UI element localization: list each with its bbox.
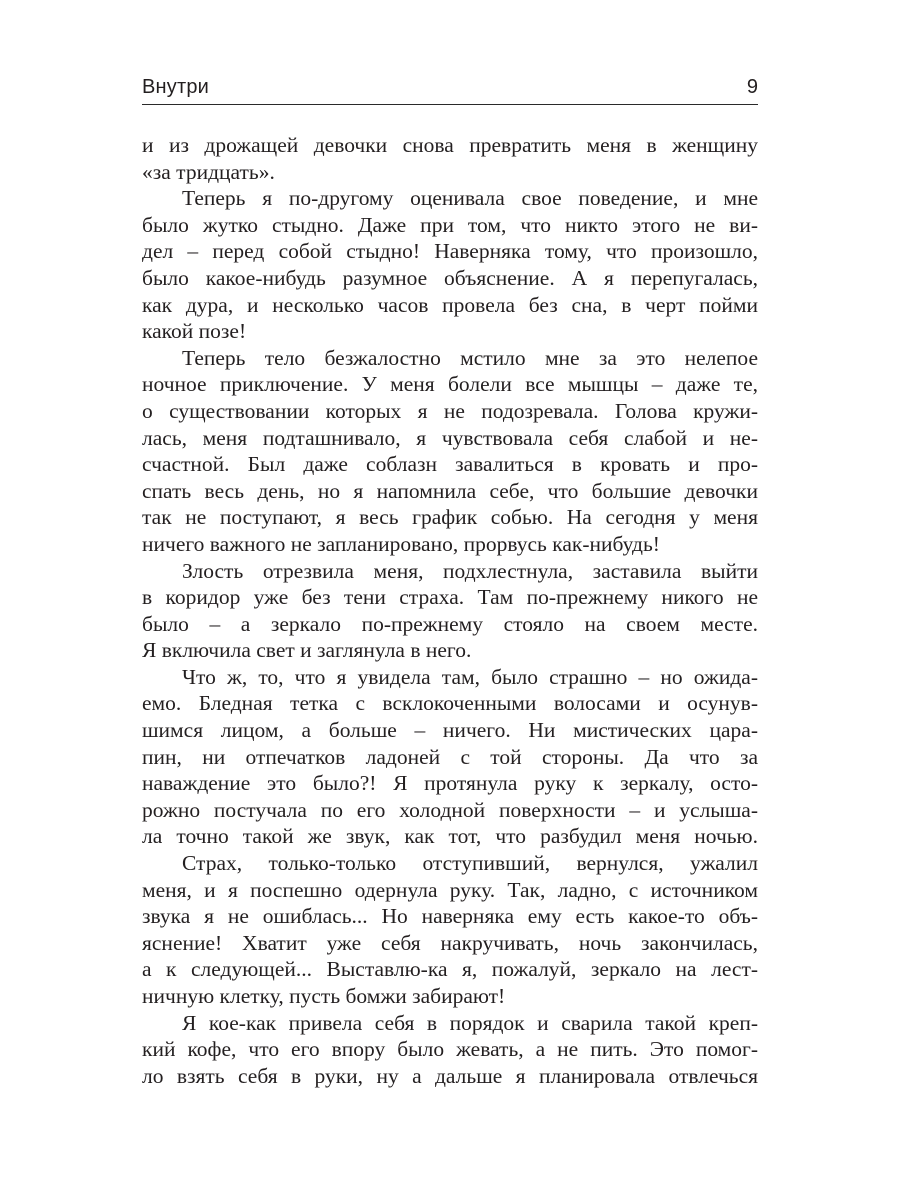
text-line: шимся лицом, а больше – ничего. Ни мистических цара- [142,718,758,743]
text-line: счастной. Был даже соблазн завалиться в кровать и про- [142,452,758,477]
text-line: ничную клетку, пусть бомжи забирают! [142,984,506,1008]
text-line: было жутко стыдно. Даже при том, что никто этого не ви- [142,212,758,237]
text-line: ло взять себя в руки, ну а дальше я планировала отвлечься [142,1063,758,1088]
paragraph-first-line: Я кое-как привела себя в порядок и сварила такой креп- [182,1010,758,1035]
text-line: и из дрожащей девочки снова превратить меня в женщину [142,133,758,157]
running-header [142,74,758,105]
paragraph-first-line: Теперь я по-другому оценивала свое поведение, и мне [182,186,758,211]
text-line: спать весь день, но я напомнила себе, что большие девочки [142,478,758,503]
text-line: Я включила свет и заглянула в него. [142,638,472,663]
paragraph-first-line: Что ж, то, что я увидела там, было страшно – но ожида- [182,664,758,689]
text-line: ничего важного не запланировано, прорвусь как-нибудь! [142,531,660,556]
text-line: так не поступают, я весь график собью. На сегодня у меня [142,505,758,530]
text-line: было какое-нибудь разумное объяснение. А я перепугалась, [142,265,758,290]
paragraph-first-line: Злость отрезвила меня, подхлестнула, заставила выйти [182,558,758,583]
text-line: а к следующей... Выставлю-ка я, пожалуй, зеркало на лест- [142,957,758,982]
body-text [142,132,758,1089]
text-line: как дура, и несколько часов провела без сна, в черт пойми [142,292,758,317]
text-line: емо. Бледная тетка с всклокоченными волосами и осунув- [142,691,758,716]
text-line: рожно постучала по его холодной поверхности – и услыша- [142,797,758,822]
text-line: яснение! Хватит уже себя накручивать, ночь закончилась, [142,930,758,955]
text-line: пин, ни отпечатков ладоней с той стороны. Да что за [142,744,758,769]
text-line: звука я не ошиблась... Но наверняка ему есть какое-то объ- [142,904,758,929]
page-number: 9 [746,76,758,98]
text-line: о существовании которых я не подозревала. Голова кружи- [142,398,758,423]
text-line: ла точно такой же звук, как тот, что разбудил меня ночью. [142,824,758,849]
text-line: «за тридцать». [142,159,275,184]
text-line: дел – перед собой стыдно! Наверняка тому, что произошло, [142,239,758,264]
paragraph-first-line: Теперь тело безжалостно мстило мне за это нелепое [182,345,758,370]
running-title: Внутри [142,76,210,98]
text-line: какой позе! [142,319,247,344]
text-line: ночное приключение. У меня болели все мышцы – даже те, [142,372,758,397]
text-line: наваждение это было?! Я протянула руку к зеркалу, осто- [142,771,758,796]
text-line: было – а зеркало по-прежнему стояло на своем месте. [142,611,758,636]
paragraph-first-line: Страх, только-только отступивший, вернулся, ужалил [182,851,758,876]
text-line: лась, меня подташнивало, я чувствовала себя слабой и не- [142,425,758,450]
text-line: в коридор уже без тени страха. Там по-прежнему никого не [142,585,758,610]
text-line: меня, и я поспешно одернула руку. Так, ладно, с источником [142,877,758,902]
text-line: кий кофе, что его впору было жевать, а не пить. Это помог- [142,1037,758,1062]
